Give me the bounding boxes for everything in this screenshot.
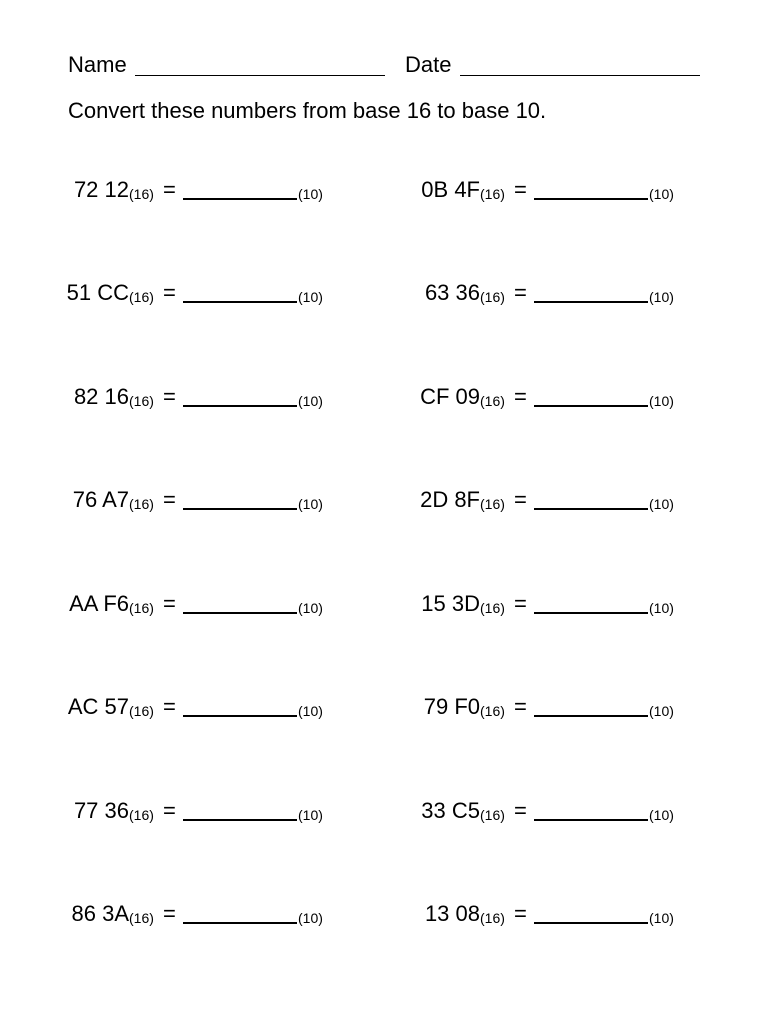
answer-blank[interactable] bbox=[534, 715, 648, 717]
equals-sign: = bbox=[163, 694, 176, 719]
equals-sign: = bbox=[163, 901, 176, 926]
base-10-subscript: (10) bbox=[298, 807, 323, 823]
answer-blank[interactable] bbox=[534, 819, 648, 821]
base-10-subscript: (10) bbox=[298, 393, 323, 409]
hex-number: 86 3A bbox=[71, 901, 129, 926]
answer-blank[interactable] bbox=[534, 198, 648, 200]
base-10-subscript: (10) bbox=[298, 703, 323, 719]
answer-blank[interactable] bbox=[183, 612, 297, 614]
hex-number: 33 C5 bbox=[421, 798, 480, 823]
answer-blank[interactable] bbox=[183, 819, 297, 821]
equals-sign: = bbox=[514, 487, 527, 512]
answer-blank[interactable] bbox=[183, 715, 297, 717]
equals-sign: = bbox=[163, 177, 176, 202]
hex-number: AA F6 bbox=[69, 591, 129, 616]
base-16-subscript: (16) bbox=[129, 703, 154, 719]
equals-sign: = bbox=[163, 798, 176, 823]
base-10-subscript: (10) bbox=[298, 600, 323, 616]
base-10-subscript: (10) bbox=[649, 289, 674, 305]
base-16-subscript: (16) bbox=[129, 186, 154, 202]
hex-number: AC 57 bbox=[67, 694, 129, 719]
base-10-subscript: (10) bbox=[649, 393, 674, 409]
hex-number: 76 A7 bbox=[72, 487, 129, 512]
equals-sign: = bbox=[514, 177, 527, 202]
equals-sign: = bbox=[163, 591, 176, 616]
base-10-subscript: (10) bbox=[649, 186, 674, 202]
base-16-subscript: (16) bbox=[129, 910, 154, 926]
base-16-subscript: (16) bbox=[480, 703, 505, 719]
base-16-subscript: (16) bbox=[129, 600, 154, 616]
answer-blank[interactable] bbox=[183, 301, 297, 303]
hex-number: CF 09 bbox=[420, 384, 480, 409]
base-10-subscript: (10) bbox=[649, 496, 674, 512]
base-10-subscript: (10) bbox=[298, 910, 323, 926]
base-16-subscript: (16) bbox=[129, 496, 154, 512]
hex-number: 15 3D bbox=[421, 591, 480, 616]
hex-number: 51 CC bbox=[66, 280, 129, 305]
base-10-subscript: (10) bbox=[298, 289, 323, 305]
hex-number: 72 12 bbox=[73, 177, 129, 202]
base-10-subscript: (10) bbox=[649, 600, 674, 616]
hex-number: 63 36 bbox=[424, 280, 480, 305]
answer-blank[interactable] bbox=[183, 405, 297, 407]
base-10-subscript: (10) bbox=[649, 703, 674, 719]
equals-sign: = bbox=[514, 280, 527, 305]
equals-sign: = bbox=[514, 798, 527, 823]
answer-blank[interactable] bbox=[183, 198, 297, 200]
equals-sign: = bbox=[163, 384, 176, 409]
instructions: Convert these numbers from base 16 to base 10. bbox=[68, 98, 547, 123]
base-16-subscript: (16) bbox=[129, 289, 154, 305]
hex-number: 79 F0 bbox=[423, 694, 480, 719]
base-16-subscript: (16) bbox=[129, 393, 154, 409]
hex-number: 82 16 bbox=[73, 384, 129, 409]
answer-blank[interactable] bbox=[534, 301, 648, 303]
answer-blank[interactable] bbox=[534, 508, 648, 510]
answer-blank[interactable] bbox=[534, 405, 648, 407]
base-16-subscript: (16) bbox=[480, 393, 505, 409]
base-10-subscript: (10) bbox=[649, 910, 674, 926]
hex-number: 13 08 bbox=[424, 901, 480, 926]
base-16-subscript: (16) bbox=[480, 186, 505, 202]
answer-blank[interactable] bbox=[534, 612, 648, 614]
answer-blank[interactable] bbox=[183, 508, 297, 510]
base-10-subscript: (10) bbox=[298, 186, 323, 202]
base-16-subscript: (16) bbox=[480, 807, 505, 823]
equals-sign: = bbox=[163, 487, 176, 512]
equals-sign: = bbox=[514, 901, 527, 926]
answer-blank[interactable] bbox=[183, 922, 297, 924]
equals-sign: = bbox=[514, 591, 527, 616]
base-16-subscript: (16) bbox=[480, 910, 505, 926]
base-16-subscript: (16) bbox=[480, 600, 505, 616]
equals-sign: = bbox=[514, 694, 527, 719]
name-label: Name bbox=[68, 52, 127, 77]
date-label: Date bbox=[405, 52, 452, 77]
equals-sign: = bbox=[514, 384, 527, 409]
base-10-subscript: (10) bbox=[298, 496, 323, 512]
base-16-subscript: (16) bbox=[129, 807, 154, 823]
base-16-subscript: (16) bbox=[480, 289, 505, 305]
hex-number: 77 36 bbox=[73, 798, 129, 823]
base-16-subscript: (16) bbox=[480, 496, 505, 512]
base-10-subscript: (10) bbox=[649, 807, 674, 823]
hex-number: 2D 8F bbox=[420, 487, 480, 512]
answer-blank[interactable] bbox=[534, 922, 648, 924]
hex-number: 0B 4F bbox=[421, 177, 480, 202]
equals-sign: = bbox=[163, 280, 176, 305]
